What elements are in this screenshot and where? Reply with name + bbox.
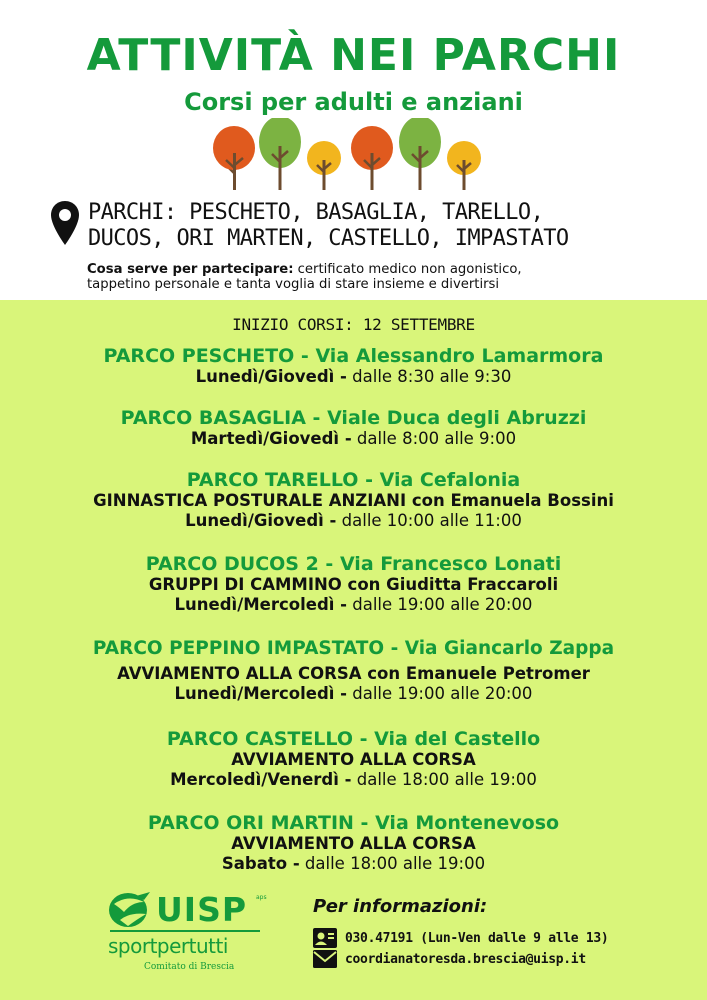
page-subtitle: Corsi per adulti e anziani [184, 88, 523, 116]
park-block-pescheto [0, 345, 707, 387]
contact-phone-row [313, 928, 608, 948]
requirements-text [87, 262, 687, 292]
page-title: ATTIVITÀ NEI PARCHI [86, 30, 621, 81]
park-hours: dalle 18:00 alle 19:00 [299, 854, 486, 873]
orange-tree-icon [213, 126, 255, 190]
park-name: PARCO PEPPINO IMPASTATO [92, 638, 385, 659]
park-heading [0, 553, 707, 575]
park-days: Sabato - [221, 854, 300, 873]
park-street: Via Francesco Lonati [339, 553, 562, 575]
park-heading [0, 728, 707, 750]
park-hours: dalle 8:30 alle 9:30 [346, 367, 512, 386]
park-block-castello [0, 728, 707, 790]
park-schedule [0, 511, 707, 531]
logo-aps: aps [256, 894, 267, 901]
park-block-tarello [0, 469, 707, 531]
park-block-ori-martin [0, 812, 707, 874]
park-street: Via Giancarlo Zappa [404, 638, 615, 659]
park-hours: dalle 19:00 alle 20:00 [347, 684, 533, 703]
parks-line-2: DUCOS, ORI MARTEN, CASTELLO, IMPASTATO [88, 226, 569, 251]
requirements-label: Cosa serve per partecipare: [87, 262, 294, 277]
parks-list [88, 200, 688, 252]
requirements-line-2: tappetino personale e tanta voglia di stare insieme e divertirsi [87, 277, 500, 292]
uisp-logo [106, 890, 272, 982]
park-schedule [0, 595, 707, 615]
green-tree-icon [399, 118, 441, 190]
contact-email-row [313, 949, 586, 969]
park-days: Martedì/Giovedì - [190, 429, 352, 448]
orange-tree-icon [351, 126, 393, 190]
trees-illustration [212, 118, 502, 194]
park-hours: dalle 8:00 alle 9:00 [351, 429, 517, 448]
park-name: PARCO DUCOS 2 [145, 553, 319, 575]
park-hours: dalle 19:00 alle 20:00 [347, 595, 533, 614]
park-street: Via Cefalonia [379, 469, 521, 491]
uisp-globe-icon [106, 890, 156, 930]
separator: - [358, 469, 380, 491]
contact-phone: 030.47191 (Lun-Ven dalle 9 alle 13) [345, 930, 609, 946]
park-name: PARCO TARELLO [186, 469, 359, 491]
park-days: Mercoledì/Venerdì - [170, 770, 352, 789]
park-activity: AVVIAMENTO ALLA CORSA [231, 750, 476, 769]
park-days: Lunedì/Mercoledì - [174, 595, 348, 614]
park-name: PARCO BASAGLIA [120, 407, 306, 429]
park-heading [0, 469, 707, 491]
park-street: Via del Castello [374, 728, 541, 750]
logo-committee: Comitato di Brescia [144, 962, 235, 972]
park-name: PARCO ORI MARTIN [147, 812, 354, 834]
park-days: Lunedì/Giovedì - [195, 367, 347, 386]
park-days: Lunedì/Giovedì - [185, 511, 337, 530]
park-name: PARCO PESCHETO [103, 345, 295, 367]
yellow-tree-icon [447, 141, 481, 190]
park-activity: AVVIAMENTO ALLA CORSA [231, 834, 476, 853]
park-heading [0, 638, 707, 660]
separator: - [294, 345, 316, 367]
park-activity: GINNASTICA POSTURALE ANZIANI con Emanuela Bossini [93, 491, 614, 510]
park-block-impastato [0, 638, 707, 704]
separator: - [318, 553, 340, 575]
park-heading [0, 345, 707, 367]
park-hours: dalle 18:00 alle 19:00 [351, 770, 537, 789]
green-tree-icon [259, 118, 301, 190]
course-start-date: INIZIO CORSI: 12 SETTEMBRE [232, 315, 475, 334]
park-activity: GRUPPI DI CAMMINO con Giuditta Fraccaroli [148, 575, 559, 594]
park-heading [0, 407, 707, 429]
park-name: PARCO CASTELLO [166, 728, 353, 750]
park-block-basaglia [0, 407, 707, 449]
yellow-tree-icon [307, 141, 341, 190]
contact-email[interactable]: coordianatoresda.brescia@uisp.it [345, 951, 586, 967]
envelope-icon [313, 949, 337, 969]
park-activity: AVVIAMENTO ALLA CORSA con Emanuele Petromer [117, 664, 590, 683]
park-schedule [0, 367, 707, 387]
park-street: Via Montenevoso [375, 812, 560, 834]
park-days: Lunedì/Mercoledì - [174, 684, 348, 703]
park-schedule [0, 684, 707, 704]
separator: - [305, 407, 328, 429]
park-hours: dalle 10:00 alle 11:00 [336, 511, 522, 530]
separator: - [384, 638, 405, 659]
contact-card-icon [313, 928, 337, 948]
contact-title: Per informazioni: [313, 896, 488, 917]
park-schedule [0, 854, 707, 874]
logo-brand: UISP [156, 890, 248, 929]
logo-tagline: sportpertutti [108, 934, 228, 958]
requirements-line-1: certificato medico non agonistico, [293, 262, 522, 277]
parks-line-1: PARCHI: PESCHETO, BASAGLIA, TARELLO, [88, 200, 544, 225]
park-schedule [0, 429, 707, 449]
park-heading [0, 812, 707, 834]
location-pin-icon [50, 200, 80, 246]
park-street: Viale Duca degli Abruzzi [327, 407, 587, 429]
separator: - [353, 728, 375, 750]
logo-divider [110, 930, 260, 932]
park-block-ducos [0, 553, 707, 615]
park-schedule [0, 770, 707, 790]
separator: - [353, 812, 376, 834]
park-street: Via Alessandro Lamarmora [315, 345, 604, 367]
